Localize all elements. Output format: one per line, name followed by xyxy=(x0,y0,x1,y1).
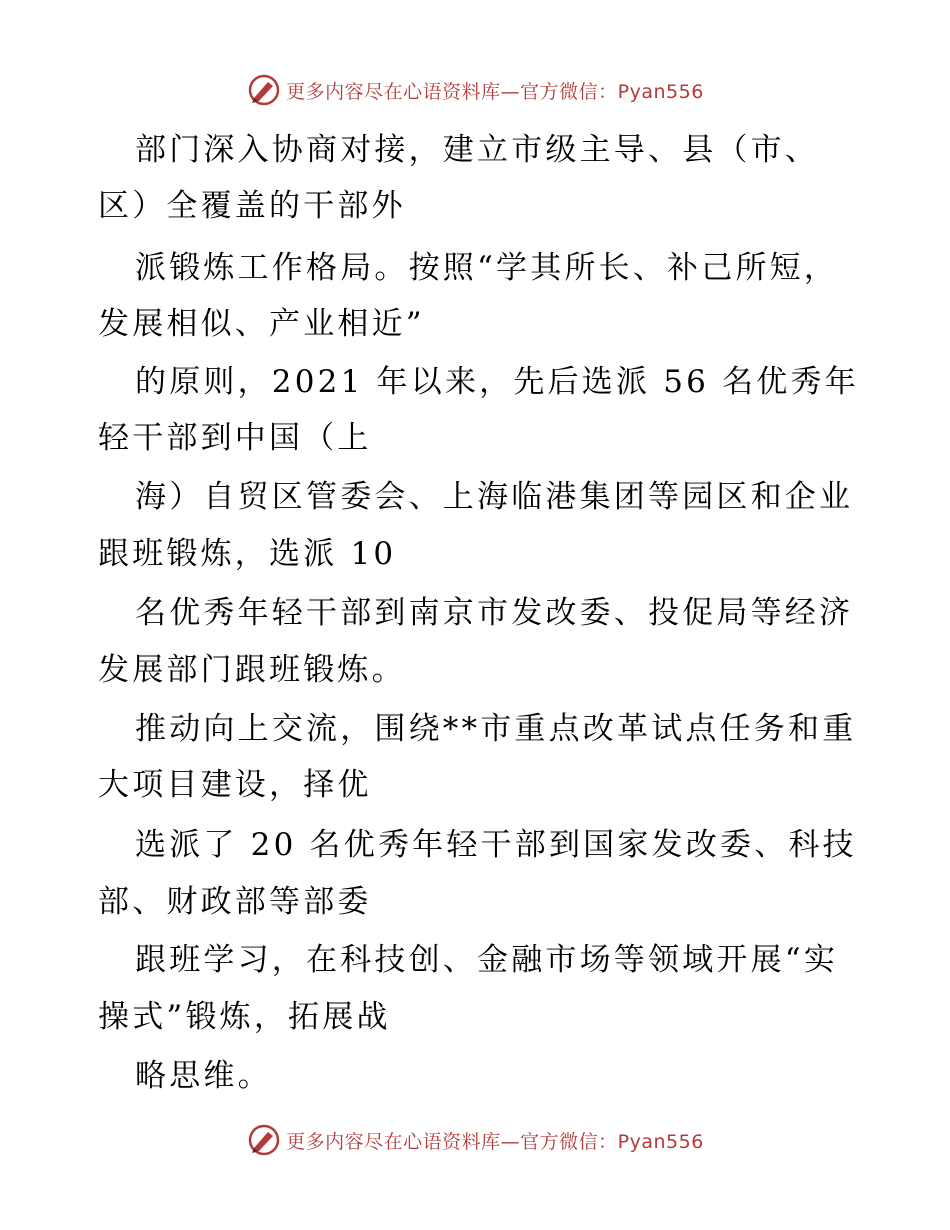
paragraph-line: 跟班锻炼，选派 10 xyxy=(98,536,397,572)
watermark-text: 更多内容尽在心语资料库—官方微信：Pyan556 xyxy=(286,80,704,103)
footer-watermark xyxy=(0,1120,950,1160)
paragraph-line: 操式”锻炼，拓展战 xyxy=(98,999,391,1035)
pen-nib-logo-icon xyxy=(246,1122,282,1158)
paragraph-line: 部、财政部等部委 xyxy=(98,884,372,920)
pen-nib-logo-icon xyxy=(246,72,282,108)
paragraph-line: 大项目建设，择优 xyxy=(98,767,372,803)
paragraph-line: 略思维。 xyxy=(135,1058,272,1094)
watermark-text: 更多内容尽在心语资料库—官方微信：Pyan556 xyxy=(286,1130,704,1153)
paragraph-line: 派锻炼工作格局。按照“学其所长、补己所短， xyxy=(135,250,839,286)
paragraph-line: 推动向上交流，围绕**市重点改革试点任务和重 xyxy=(135,711,857,747)
paragraph-line: 发展部门跟班锻炼。 xyxy=(98,652,406,688)
paragraph-line: 跟班学习，在科技创、金融市场等领域开展“实 xyxy=(135,942,839,978)
paragraph-line: 名优秀年轻干部到南京市发改委、投促局等经济 xyxy=(135,595,854,631)
paragraph-line: 区）全覆盖的干部外 xyxy=(98,188,406,224)
paragraph-line: 选派了 20 名优秀年轻干部到国家发改委、科技 xyxy=(135,827,857,863)
paragraph-line: 的原则，2021 年以来，先后选派 56 名优秀年 xyxy=(135,364,859,400)
paragraph-line: 轻干部到中国（上 xyxy=(98,420,372,456)
paragraph-line: 海）自贸区管委会、上海临港集团等园区和企业 xyxy=(135,479,854,515)
paragraph-line: 发展相似、产业相近” xyxy=(98,306,425,342)
header-watermark xyxy=(0,70,950,110)
paragraph-line: 部门深入协商对接，建立市级主导、县（市、 xyxy=(135,132,819,168)
